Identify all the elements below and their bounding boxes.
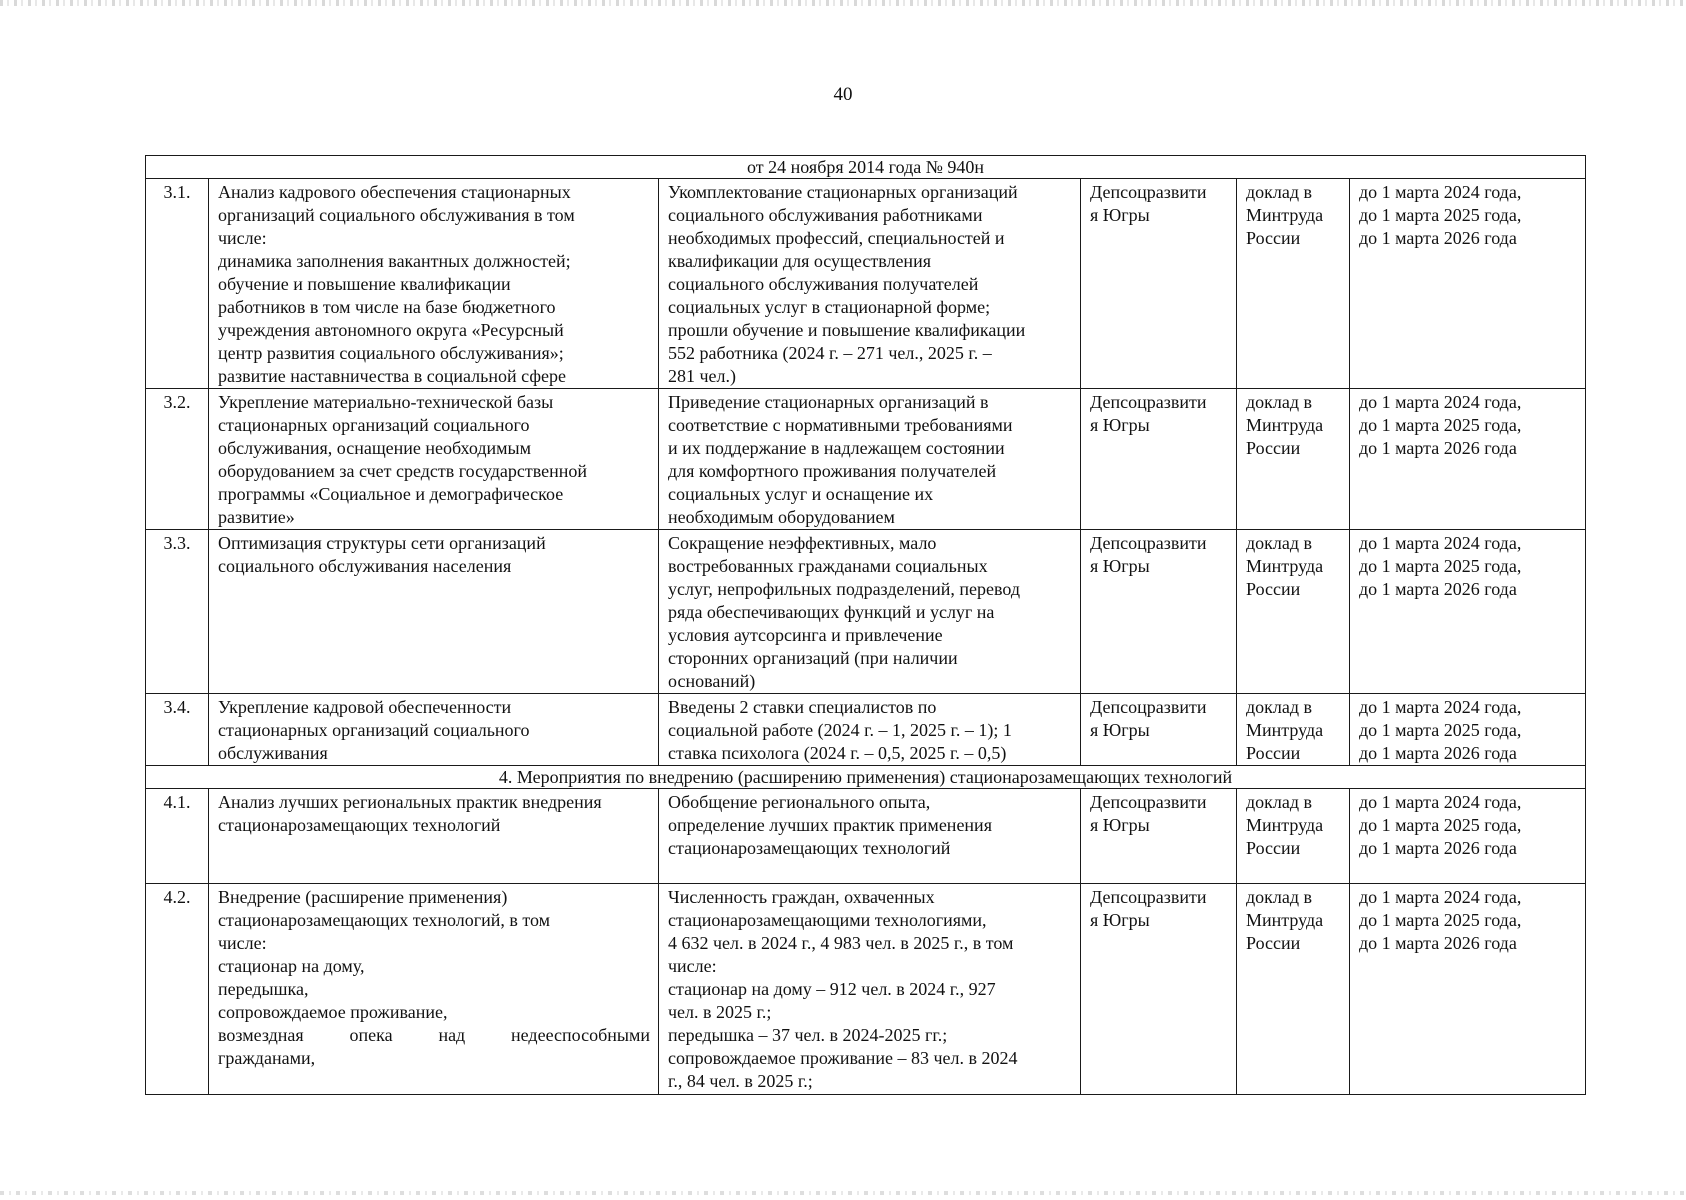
executor-line: я Югры	[1090, 815, 1150, 835]
result-line: социального обслуживания получателей	[668, 274, 979, 294]
result-line: Обобщение регионального опыта,	[668, 792, 931, 812]
executor-line: Депсоцразвити	[1090, 392, 1207, 412]
deadline-line: до 1 марта 2024 года,	[1359, 792, 1522, 812]
row-number: 3.3.	[146, 530, 209, 694]
deadline-cell	[1350, 389, 1586, 530]
result-line: прошли обучение и повышение квалификации	[668, 320, 1026, 340]
deadline-line: до 1 марта 2026 года	[1359, 743, 1517, 763]
deadline-line: до 1 марта 2025 года,	[1359, 910, 1522, 930]
report-cell	[1237, 884, 1350, 1095]
result-line: 281 чел.)	[668, 366, 737, 386]
activity-word: возмездная	[218, 1025, 304, 1045]
report-line: Минтруда	[1246, 556, 1324, 576]
deadline-cell	[1350, 530, 1586, 694]
result-line: 4 632 чел. в 2024 г., 4 983 чел. в 2025 г., в том	[668, 933, 1014, 953]
result-cell	[659, 530, 1081, 694]
activity-line: программы «Социальное и демографическое	[218, 484, 564, 504]
result-line: социальной работе (2024 г. – 1, 2025 г. – 1); 1	[668, 720, 1012, 740]
report-line: доклад в	[1246, 533, 1313, 553]
activity-line: Укрепление материально-технической базы	[218, 392, 554, 412]
result-cell	[659, 179, 1081, 389]
result-cell	[659, 694, 1081, 766]
executor-cell	[1081, 530, 1237, 694]
result-line: и их поддержание в надлежащем состоянии	[668, 438, 1005, 458]
result-line: необходимых профессий, специальностей и	[668, 228, 1005, 248]
result-line: стационарозамещающих технологий	[668, 838, 951, 858]
activity-justified-line	[218, 1024, 650, 1047]
deadline-line: до 1 марта 2025 года,	[1359, 815, 1522, 835]
result-line: числе:	[668, 956, 717, 976]
activity-line: центр развития социального обслуживания»;	[218, 343, 564, 363]
deadline-line: до 1 марта 2024 года,	[1359, 697, 1522, 717]
activity-cell	[209, 884, 659, 1095]
table-row	[146, 789, 1586, 884]
report-line: Минтруда	[1246, 815, 1324, 835]
page-number: 40	[833, 84, 853, 105]
result-line: оснований)	[668, 671, 756, 691]
table-row	[146, 694, 1586, 766]
executor-cell	[1081, 789, 1237, 884]
report-line: России	[1246, 743, 1301, 763]
activity-line: обслуживания	[218, 743, 328, 763]
report-cell	[1237, 530, 1350, 694]
activity-cell	[209, 389, 659, 530]
executor-cell	[1081, 179, 1237, 389]
result-line: социальных услуг и оснащение их	[668, 484, 934, 504]
result-line: социального обслуживания работниками	[668, 205, 983, 225]
activity-line: работников в том числе на базе бюджетного	[218, 297, 556, 317]
result-line: условия аутсорсинга и привлечение	[668, 625, 943, 645]
result-line: Сокращение неэффективных, мало	[668, 533, 937, 553]
result-line: передышка – 37 чел. в 2024-2025 гг.;	[668, 1025, 948, 1045]
scan-edge-top	[0, 0, 1686, 6]
executor-cell	[1081, 694, 1237, 766]
result-line: стационарозамещающими технологиями,	[668, 910, 987, 930]
executor-line: я Югры	[1090, 720, 1150, 740]
deadline-line: до 1 марта 2026 года	[1359, 579, 1517, 599]
activity-line: учреждения автономного округа «Ресурсный	[218, 320, 564, 340]
deadline-line: до 1 марта 2025 года,	[1359, 556, 1522, 576]
report-line: Минтруда	[1246, 720, 1324, 740]
report-line: России	[1246, 438, 1301, 458]
activity-line: числе:	[218, 933, 267, 953]
result-line: ставка психолога (2024 г. – 0,5, 2025 г. – 0,5)	[668, 743, 1007, 763]
table-row	[146, 884, 1586, 1095]
executor-line: Депсоцразвити	[1090, 887, 1207, 907]
report-line: доклад в	[1246, 182, 1313, 202]
table-row	[146, 530, 1586, 694]
activity-line: стационарных организаций социального	[218, 720, 530, 740]
activity-line: Внедрение (расширение применения)	[218, 887, 508, 907]
result-line: 552 работника (2024 г. – 271 чел., 2025 г. –	[668, 343, 992, 363]
row-number: 4.1.	[146, 789, 209, 884]
report-line: доклад в	[1246, 697, 1313, 717]
result-cell	[659, 389, 1081, 530]
row-number: 3.4.	[146, 694, 209, 766]
result-line: Укомплектование стационарных организаций	[668, 182, 1018, 202]
deadline-line: до 1 марта 2024 года,	[1359, 182, 1522, 202]
result-line: для комфортного проживания получателей	[668, 461, 997, 481]
section-heading-row	[146, 766, 1586, 789]
report-line: Минтруда	[1246, 205, 1324, 225]
activity-line: передышка,	[218, 979, 309, 999]
activity-line: гражданами,	[218, 1048, 316, 1068]
result-line: сторонних организаций (при наличии	[668, 648, 958, 668]
deadline-line: до 1 марта 2024 года,	[1359, 392, 1522, 412]
activity-word: над	[438, 1025, 466, 1045]
result-line: востребованных гражданами социальных	[668, 556, 988, 576]
executor-line: я Югры	[1090, 556, 1150, 576]
activity-line: Оптимизация структуры сети организаций	[218, 533, 546, 553]
activity-line: организаций социального обслуживания в том	[218, 205, 575, 225]
executor-line: я Югры	[1090, 415, 1150, 435]
result-cell	[659, 789, 1081, 884]
executor-line: Депсоцразвити	[1090, 697, 1207, 717]
activity-line: стационарозамещающих технологий, в том	[218, 910, 551, 930]
report-line: Минтруда	[1246, 415, 1324, 435]
activity-line: сопровождаемое проживание,	[218, 1002, 448, 1022]
deadline-line: до 1 марта 2026 года	[1359, 438, 1517, 458]
activity-line: обслуживания, оснащение необходимым	[218, 438, 531, 458]
report-line: России	[1246, 933, 1301, 953]
result-line: услуг, непрофильных подразделений, перевод	[668, 579, 1020, 599]
executor-cell	[1081, 884, 1237, 1095]
scan-edge-bottom	[0, 1191, 1686, 1195]
deadline-line: до 1 марта 2025 года,	[1359, 720, 1522, 740]
deadline-cell	[1350, 789, 1586, 884]
activity-line: динамика заполнения вакантных должностей;	[218, 251, 571, 271]
report-line: России	[1246, 228, 1301, 248]
deadline-cell	[1350, 694, 1586, 766]
activity-line: развитие наставничества в социальной сфере	[218, 366, 566, 386]
report-cell	[1237, 789, 1350, 884]
result-line: необходимым оборудованием	[668, 507, 895, 527]
activity-cell	[209, 694, 659, 766]
report-cell	[1237, 179, 1350, 389]
row-number: 3.1.	[146, 179, 209, 389]
section-4-title: 4. Мероприятия по внедрению (расширению применения) стационарозамещающих технологий	[146, 766, 1586, 789]
table-row	[146, 389, 1586, 530]
activity-word: недееспособными	[511, 1025, 650, 1045]
report-line: доклад в	[1246, 392, 1313, 412]
deadline-cell	[1350, 179, 1586, 389]
result-line: сопровождаемое проживание – 83 чел. в 2024	[668, 1048, 1018, 1068]
activity-line: Укрепление кадровой обеспеченности	[218, 697, 512, 717]
executor-line: я Югры	[1090, 910, 1150, 930]
activity-line: обучение и повышение квалификации	[218, 274, 511, 294]
executor-cell	[1081, 389, 1237, 530]
report-cell	[1237, 389, 1350, 530]
result-line: ряда обеспечивающих функций и услуг на	[668, 602, 995, 622]
result-line: стационар на дому – 912 чел. в 2024 г., 927	[668, 979, 996, 999]
result-line: определение лучших практик применения	[668, 815, 992, 835]
activity-cell	[209, 789, 659, 884]
result-line: Численность граждан, охваченных	[668, 887, 935, 907]
activity-line: социального обслуживания населения	[218, 556, 512, 576]
deadline-line: до 1 марта 2024 года,	[1359, 533, 1522, 553]
activity-line: стационар на дому,	[218, 956, 365, 976]
deadline-line: до 1 марта 2025 года,	[1359, 415, 1522, 435]
report-line: доклад в	[1246, 792, 1313, 812]
result-cell	[659, 884, 1081, 1095]
row-number: 4.2.	[146, 884, 209, 1095]
result-line: квалификации для осуществления	[668, 251, 931, 271]
deadline-line: до 1 марта 2026 года	[1359, 228, 1517, 248]
activity-line: оборудованием за счет средств государственной	[218, 461, 588, 481]
report-line: России	[1246, 579, 1301, 599]
result-line: Приведение стационарных организаций в	[668, 392, 989, 412]
report-line: России	[1246, 838, 1301, 858]
executor-line: Депсоцразвити	[1090, 533, 1207, 553]
activity-line: Анализ кадрового обеспечения стационарных	[218, 182, 571, 202]
executor-line: Депсоцразвити	[1090, 182, 1207, 202]
report-line: Минтруда	[1246, 910, 1324, 930]
report-line: доклад в	[1246, 887, 1313, 907]
deadline-line: до 1 марта 2024 года,	[1359, 887, 1522, 907]
result-line: чел. в 2025 г.;	[668, 1002, 772, 1022]
activity-line: стационарных организаций социального	[218, 415, 530, 435]
order-reference: от 24 ноября 2014 года № 940н	[146, 156, 1586, 179]
deadline-line: до 1 марта 2025 года,	[1359, 205, 1522, 225]
table-header-row	[146, 156, 1586, 179]
result-line: социальных услуг в стационарной форме;	[668, 297, 991, 317]
deadline-cell	[1350, 884, 1586, 1095]
row-number: 3.2.	[146, 389, 209, 530]
executor-line: Депсоцразвити	[1090, 792, 1207, 812]
activity-line: стационарозамещающих технологий	[218, 815, 501, 835]
result-line: соответствие с нормативными требованиями	[668, 415, 1013, 435]
result-line: г., 84 чел. в 2025 г.;	[668, 1071, 813, 1091]
activity-line: Анализ лучших региональных практик внедрения	[218, 792, 602, 812]
activity-cell	[209, 179, 659, 389]
plan-table	[145, 155, 1586, 1095]
executor-line: я Югры	[1090, 205, 1150, 225]
result-line: Введены 2 ставки специалистов по	[668, 697, 937, 717]
table-row	[146, 179, 1586, 389]
activity-line: развитие»	[218, 507, 295, 527]
activity-line: числе:	[218, 228, 267, 248]
deadline-line: до 1 марта 2026 года	[1359, 838, 1517, 858]
report-cell	[1237, 694, 1350, 766]
activity-cell	[209, 530, 659, 694]
activity-word: опека	[349, 1025, 393, 1045]
deadline-line: до 1 марта 2026 года	[1359, 933, 1517, 953]
